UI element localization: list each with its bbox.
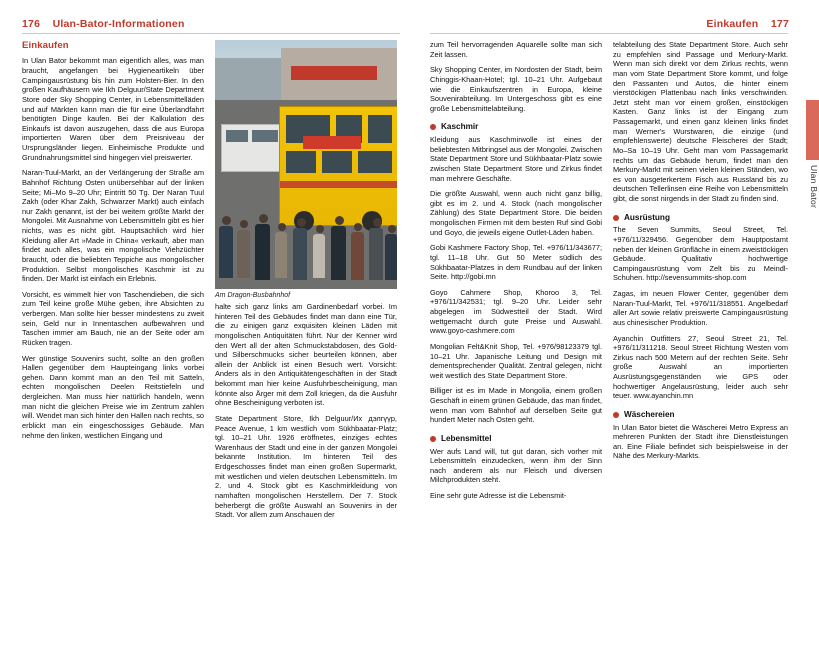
- paragraph: Vorsicht, es wimmelt hier von Taschendieben, die sich zum Teil keine große Mühe geben, ihre Absichten zu verbergen. Man sollte hier besser mindestens zu zweit sein, Geld nur in Innentaschen aufbewahren und Taschen immer am Bauch, nie an der Seite oder am Rücken tragen.: [22, 289, 204, 347]
- bullet-icon: [430, 124, 436, 130]
- subsection-label: Ausrüstung: [624, 212, 670, 222]
- subsection-label: Wäschereien: [624, 409, 675, 419]
- photo-crowd: [215, 190, 397, 289]
- column-4: [613, 40, 788, 461]
- right-page-header: [706, 18, 789, 30]
- column-1: [22, 40, 204, 440]
- paragraph: halte sich ganz links am Gardinenbedarf vorbei. Im hinteren Teil des Gebäudes findet man dann eine Tür, die zu einigen ganz exquisiten kleinen Läden mit mongolischen Antiquitäten führt. Nur der Kenner wird den Wert all der alten Schmuckstabdosen, des Gold- und Silberschmucks sicher beurteilen können, aber allein der Anblick ist einen Besuch wert. Vorsicht: Anders als in den Antiquitätengeschäften in der Stadt bekommt man hier keine Ausfuhrbescheinigung, man könnte also Ärger mit dem Zoll kriegen, da die Ausfuhr ohne Bescheinigung verboten ist.: [215, 302, 397, 408]
- photo-red-sign: [291, 66, 377, 80]
- paragraph: Mongolian Felt&Knit Shop, Tel. +976/98123379 tgl. 10–21 Uhr. Japanische Leitung und Design mit dementsprechender Qualität. Zentral gelegen, nicht weit westlich des State Department Store.: [430, 341, 602, 380]
- photo-bus-destination-sign: [303, 136, 361, 149]
- subsection-kaschmir: [430, 122, 602, 133]
- paragraph: The Seven Summits, Seoul Street, Tel. +976/11/329456. Gegenüber dem Hauptpostamt neben der kleinen Grünfläche in einem zweistöckigen Gebäude. Qualitativ hochwertige Campingausrüstung vom Zelt bis zu Meindl-Schuhen. http://sevensummits-shop.com: [613, 225, 789, 283]
- paragraph: Kleidung aus Kaschmirwolle ist eines der beliebtesten Mitbringsel aus der Mongolei. Zwischen State Department Store und Sükhbaatar-Platz sowie zwischen State Department Store und Zirkus findet man mehrere Geschäfte.: [430, 135, 602, 183]
- paragraph: In Ulan Bator bekommt man eigentlich alles, was man braucht, angefangen bei Hygieneartikeln über Campingausrüstung bis hin zum Holsten-Bier. In den großen Kaufhäusern wie Ikh Delguur/State Department Store oder Sky Shopping Center, in Lebensmittelläden und auf Märkten kann man die für eine Überlandfahrt benötigten Dinge kaufen. Bei der Kalkulation des Einkaufs ist davon auszugehen, dass die aus Europa importierten Waren über dem Preisniveau der Ursprungsländer liegen. Einheimische Produkte und Grundnahrungsmittel sind hingegen viel preiswerter.: [22, 56, 204, 162]
- thumb-index-label: Ulan Bator: [809, 165, 819, 209]
- subsection-label: Kaschmir: [441, 122, 479, 132]
- subsection-ausruestung: [613, 213, 788, 224]
- bullet-icon: [430, 436, 436, 442]
- photo-figure: [215, 40, 397, 299]
- paragraph: State Department Store, Ikh Delguur/Их дэлгүүр, Peace Avenue, 1 km westlich vom Sükhbaatar-Platz; tgl. 10–21 Uhr. 1926 eröffnetes, einziges echtes Warenhaus der Stadt und eine in der ganzen Mongolei bekannte Institution. Im hinteren Teil des Erdgeschosses findet man einen großen Supermarkt, mit westlichen und vielen deutschen Lebensmitteln. Im 2. und 4. Stock gibt es Kaschmirkleidung von namhaften mongolischen Herstellern. Der 7. Stock beherbergt die größte Auswahl an Souvenirs in der Stadt. Vor allem zum Anschauen der: [215, 413, 397, 520]
- paragraph: Die größte Auswahl, wenn auch nicht ganz billig, gibt es im 2. und 4. Stock (nach mongolischer Zählung) des State Department Store. Die beiden mongolischen Firmen mit dem besten Ruf sind Gobi und Goyo, die jeweils eigene Outlet-Läden haben.: [430, 189, 602, 237]
- photo-caption: Am Dragon-Busbahnhof: [215, 292, 291, 299]
- subsection-label: Lebensmittel: [441, 433, 492, 443]
- right-page-folio: 177: [770, 18, 789, 30]
- photo-dragon-bus-station: [215, 40, 397, 289]
- paragraph: Gobi Kashmere Factory Shop, Tel. +976/11/343677; tgl. 11–18 Uhr. Gut 50 Meter südlich des Sükhbaatar-Platzes in dem Rundbau auf der linken Seite. http://gobi.mn: [430, 243, 602, 282]
- column-2: [215, 302, 397, 520]
- right-header-rule: [430, 33, 788, 34]
- paragraph: Billiger ist es im Made in Mongolia, einem großen Geschäft in einem grünen Gebäude, das man findet, wenn man vom Bahnhof auf derselben Seite gut hundert Meter nach Osten geht.: [430, 386, 602, 425]
- column-3: [430, 40, 602, 501]
- paragraph: Goyo Cahmere Shop, Khoroo 3, Tel. +976/11/342531; tgl. 9–20 Uhr. Leider sehr abgelegen im Südwestteil der Stadt. Wird wettgemacht durch gute Preise und Auswahl. www.goyo-cashmere.com: [430, 287, 602, 336]
- section-title-einkaufen: Einkaufen: [22, 40, 69, 51]
- photo-white-van: [221, 124, 285, 172]
- left-page-header: [22, 18, 185, 30]
- subsection-waeschereien: [613, 410, 788, 421]
- left-page-folio: 176: [22, 18, 41, 30]
- paragraph: Naran-Tuul-Markt, an der Verlängerung der Straße am Bahnhof Richtung Osten unübersehbar auf der linken Seite; Mi–Mo 9–20 Uhr; Eintritt 50 Tg. Der Naran Tuul Zakh (oder Khar Zakh, Schwarzer Markt) auch einfach nur Zakh genannt, ist der bei weitem größte Markt der Mongolei. Mit Ausnahme von Lebensmitteln gibt es hier nichts, was es nicht gibt. Hauptsächlich wird hier Kleidung aller Art »Made in China« verkauft, aber man findet auch alles, was ein mongolische Viehzüchter braucht, oder die beliebten Teppiche aus mongolischer Produktion. Selbst mongolisches Kaschmir ist zu finden. Der Markt ist einfach ein Erlebnis.: [22, 168, 204, 284]
- bullet-icon: [613, 412, 619, 418]
- paragraph: In Ulan Bator bietet die Wäscherei Metro Express an mehreren Punkten der Stadt ihre Dienstleistungen an. Eine Filiale befindet sich beispielsweise in der Nähe des Merkury-Markts.: [613, 422, 788, 461]
- bullet-icon: [613, 215, 619, 221]
- paragraph: Zagas, im neuen Flower Center, gegenüber dem Naran-Tuul-Markt, Tel. +976/11/318551. Angelbedarf aller Art sowie relativ preiswerte Campingausrüstung aus chinesischer Produktion.: [613, 289, 788, 327]
- paragraph: zum Teil hervorragenden Aquarelle sollte man sich Zeit lassen.: [430, 40, 602, 59]
- subsection-lebensmittel: [430, 434, 602, 445]
- paragraph: Wer günstige Souvenirs sucht, sollte an den großen Hallen gegenüber dem Haupteingang links vorbei gehen. Dann kommt man an den Teil mit Satteln, echten mongolischen Deelen Reitstiefeln und dergleichen. Man muss hier natürlich handeln, wenn man nicht die gleichen Preise wie im Zentrum zahlen will. Wendet man sich hinter den Hallen nach rechts, so erblickt man ein eingeschossiges Gebäude. Man nehme den linken, westlichen Eingang und: [22, 353, 204, 440]
- thumb-index-tab: [806, 100, 819, 160]
- left-header-rule: [22, 33, 400, 34]
- paragraph: Eine sehr gute Adresse ist die Lebensmit-: [430, 491, 567, 501]
- paragraph: Wer aufs Land will, tut gut daran, sich vorher mit Lebensmitteln einzudecken, wenn ihm der Sinn nach anderem als nur Fleisch und diversen Milchprodukten steht.: [430, 446, 602, 485]
- right-page-title: Einkaufen: [706, 18, 759, 30]
- paragraph: telabteilung des State Department Store. Auch sehr zu empfehlen sind Passage und Merkury-Markt. Wenn man sich direkt vor dem Zirkus rechts, wenn man vom State Department Store kommt, und folge den Passanten und Autos, die hinter einem vierstöckigen Plattenbau nach links verschwinden. Jetzt steht man vor einem großen, einstöckigen Kasten. Ganz links ist der Eingang zum Passagemarkt, und einen ganz kleinen links findet man Werner's Wurstwaren, die einzige (und empfehlenswerte) deutsche Fleischerei der Stadt; Mo–Sa 10–19 Uhr. Geht man vom Passagemarkt rechts um das Gebäude herum, findet man den Merkury-Markt mit seinen vielen kleinen Ständen, wo es von ausgeterkertem Fisch aus Russland bis zu deutschen Tellerlinsen eine Reihe von Lebensmitteln gibt, die sonst nirgends in der Stadt zu finden sind.: [613, 40, 788, 203]
- paragraph: Sky Shopping Center, im Nordosten der Stadt, beim Chinggis-Khaan-Hotel; tgl. 10–21 Uhr. Aufgebaut wie die Einkaufszentren in Europa, kleine Souvenirabteilung. Im Untergeschoss gibt es eine große Lebensmittelabteilung.: [430, 65, 602, 113]
- paragraph: Ayanchin Outfitters 27, Seoul Street 21, Tel. +976/11/311218. Seoul Street Richtung Westen vom Zirkus nach 500 Metern auf der rechten Seite. Sehr große Auswahl an importierten Ausrüstungsgegenständen wie GPS oder hochwertiger Angelausrüstung, leider auch sehr teuer. www.ayanchin.mn: [613, 333, 788, 401]
- left-page-title: Ulan-Bator-Informationen: [52, 18, 185, 30]
